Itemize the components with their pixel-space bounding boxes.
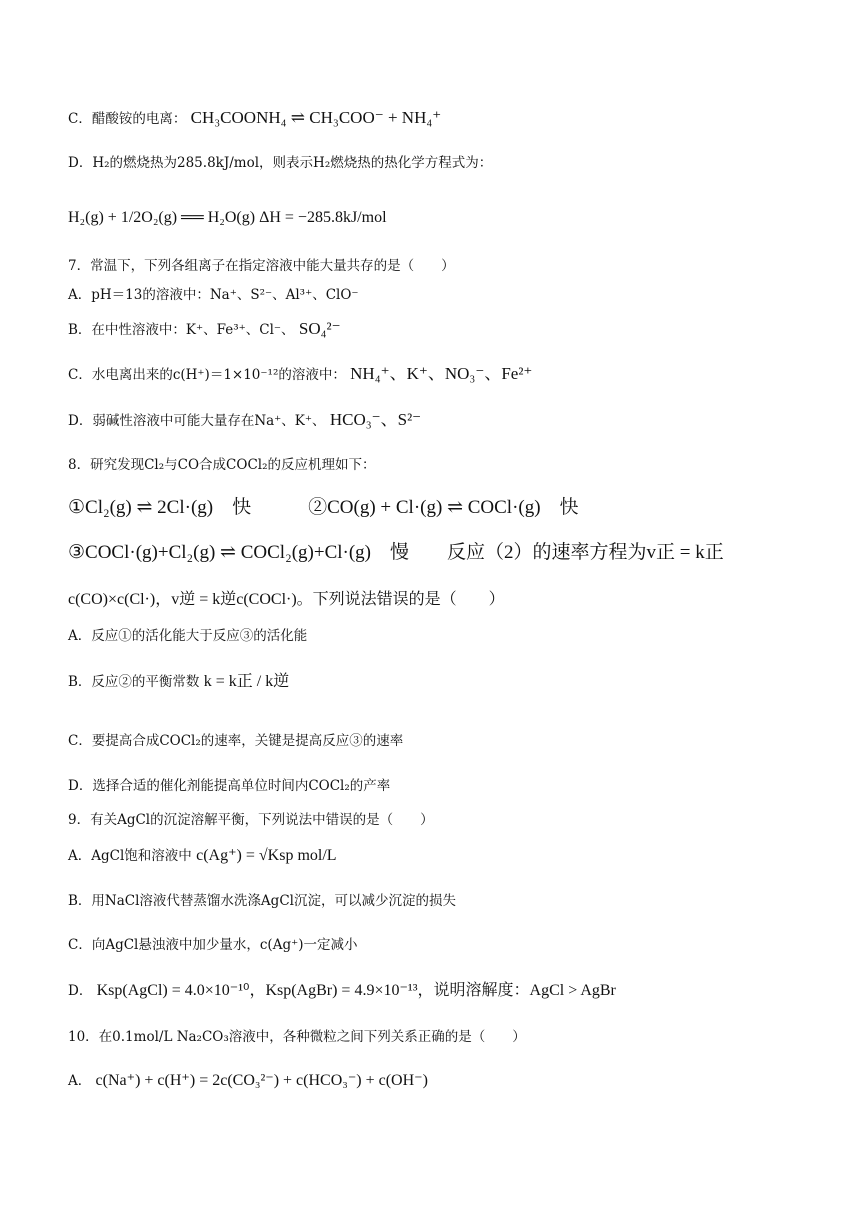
option-text: D．	[68, 983, 93, 999]
q6-option-c	[68, 108, 820, 129]
concentration-formula: c(Ag⁺) = √Ksp mol/L	[196, 847, 337, 864]
option-text: B．反应②的平衡常数	[68, 674, 200, 690]
option-text: D．选择合适的催化剂能提高单位时间内COCl₂的产率	[68, 778, 391, 794]
equilibrium-constant-formula: k = k正 / k逆	[203, 673, 290, 690]
rate-equation: c(CO)×c(Cl·)，v逆 = k逆c(COCl·)。下列说法错误的是（ ）	[68, 591, 505, 608]
q8-option-b	[68, 672, 820, 692]
q10-option-a	[68, 1071, 820, 1091]
q8-reaction-3	[68, 543, 820, 563]
solubility-formula: Ksp(AgCl) = 4.0×10⁻¹⁰，Ksp(AgBr) = 4.9×10⁻¹³，说明溶解度：AgCl > AgBr	[96, 982, 616, 999]
q8-reactions-1-2	[68, 498, 820, 518]
ion-formula: SO₄²⁻	[298, 319, 341, 338]
q6-option-d	[68, 153, 820, 173]
q7-option-c	[68, 364, 820, 385]
option-text: D．弱碱性溶液中可能大量存在Na⁺、K⁺、	[68, 413, 326, 429]
charge-balance-formula: c(Na⁺) + c(H⁺) = 2c(CO₃²⁻) + c(HCO₃⁻) + c(OH⁻)	[95, 1072, 428, 1089]
q8-option-d	[68, 776, 820, 796]
question-stem: 9．有关AgCl的沉淀溶解平衡，下列说法中错误的是（ ）	[68, 812, 434, 828]
q6-thermo-equation	[68, 208, 820, 228]
q9-option-c	[68, 935, 820, 955]
option-text: C．向AgCl悬浊液中加少量水，c(Ag⁺)一定减小	[68, 937, 358, 953]
question-stem: 7．常温下，下列各组离子在指定溶液中能大量共存的是（ ）	[68, 258, 455, 274]
reaction-mechanism: ③COCl·(g)+Cl₂(g) ⇌ COCl₂(g)+Cl·(g) 慢 反应（2）的速率方程为v正 = k正	[68, 542, 724, 563]
ion-formula: NH₄⁺、K⁺、NO₃⁻、Fe²⁺	[350, 364, 533, 383]
q8-option-a	[68, 626, 820, 646]
option-text: B．用NaCl溶液代替蒸馏水洗涤AgCl沉淀，可以减少沉淀的损失	[68, 893, 456, 909]
option-text: D．H₂的燃烧热为285.8kJ/mol，则表示H₂燃烧热的热化学方程式为：	[68, 155, 493, 171]
question-7	[68, 256, 820, 276]
q7-option-d	[68, 410, 820, 431]
option-text: A．	[68, 1073, 92, 1089]
option-text: A．AgCl饱和溶液中	[68, 848, 192, 864]
option-text: A．pH＝13的溶液中：Na⁺、S²⁻、Al³⁺、ClO⁻	[68, 287, 359, 303]
option-text: C．要提高合成COCl₂的速率，关键是提高反应③的速率	[68, 733, 404, 749]
q8-option-c	[68, 731, 820, 751]
question-8	[68, 455, 820, 475]
thermochemical-equation: H₂(g) + 1/2O₂(g) ══ H₂O(g) ΔH = −285.8kJ/mol	[68, 209, 387, 226]
q9-option-d	[68, 981, 820, 1001]
ion-formula: HCO₃⁻、S²⁻	[329, 410, 422, 429]
option-text: C．醋酸铵的电离：	[68, 111, 187, 127]
question-10	[68, 1027, 820, 1047]
question-stem: 10．在0.1mol/L Na₂CO₃溶液中，各种微粒之间下列关系正确的是（ ）	[68, 1029, 526, 1045]
q7-option-a	[68, 285, 820, 305]
chemical-equation: CH₃COONH₄ ⇌ CH₃COO⁻ + NH₄⁺	[190, 108, 442, 127]
q9-option-a	[68, 846, 820, 866]
option-text: B．在中性溶液中：K⁺、Fe³⁺、Cl⁻、	[68, 322, 295, 338]
option-text: C．水电离出来的c(H⁺)＝1×10⁻¹²的溶液中：	[68, 367, 346, 383]
q9-option-b	[68, 891, 820, 911]
q7-option-b	[68, 319, 820, 340]
question-stem: 8．研究发现Cl₂与CO合成COCl₂的反应机理如下：	[68, 457, 376, 473]
q8-rate-equation	[68, 590, 820, 610]
reaction-mechanism: ①Cl₂(g) ⇌ 2Cl·(g) 快 ②CO(g) + Cl·(g) ⇌ COCl·(g) 快	[68, 497, 579, 518]
option-text: A．反应①的活化能大于反应③的活化能	[68, 628, 308, 644]
question-9	[68, 810, 820, 830]
